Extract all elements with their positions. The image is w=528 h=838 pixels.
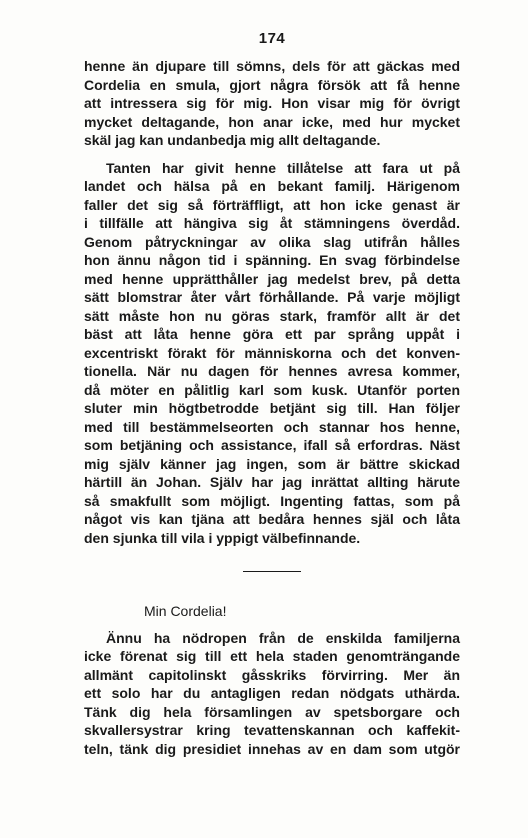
- text-line: icke förenat sig till ett hela staden genomträngande: [84, 648, 460, 664]
- text-line: skäl jag kan undanbedja mig allt deltagande.: [84, 132, 381, 148]
- paragraph-1: [84, 57, 460, 150]
- text-line: skvallersystrar kring tevattenskannan och kaffekit-: [84, 722, 460, 738]
- text-line: excentriskt förakt för människorna och det konven-: [84, 344, 460, 361]
- text-line: tionella. När nu dagen för hennes avresa kommer,: [84, 363, 460, 379]
- text-line: härtill än Johan. Själv har jag inrättat allting härute: [84, 474, 460, 490]
- text-line: med henne upprätthåller jag medelst brev, på detta: [84, 270, 460, 287]
- text-line: så smakfullt som möjligt. Ingenting fattas, som på: [84, 492, 460, 509]
- text-line: allmänt capitolinskt gåsskriks förvirring. Mer än: [84, 666, 460, 683]
- text-line: ett solo har du antagligen redan nödgats uthärda.: [84, 685, 460, 701]
- text-line: i tillfälle att hängiva sig åt stämningens överdåd.: [84, 215, 460, 231]
- text-line: henne än djupare till sömns, dels för att gäckas med: [84, 58, 460, 74]
- text-line: något vis kan tjäna att bedåra hennes själ och låta: [84, 511, 460, 527]
- section-divider: [243, 571, 301, 572]
- letter-salutation: Min Cordelia!: [144, 603, 227, 619]
- text-line: den sjunka till vila i yppigt välbefinnande.: [84, 529, 361, 546]
- text-line: teln, tänk dig presidiet innehas av en dam som utgör: [84, 740, 460, 757]
- text-line: bäst att låta henne göra ett par språng uppåt i: [84, 326, 460, 342]
- text-line: faller det sig så förträffligt, att hon icke genast är: [84, 196, 460, 213]
- text-line: sätt blomstrar åter vårt förhållande. På varje möjligt: [84, 289, 460, 305]
- text-line: sluter min högtbetrodde betjänt sig till. Han följer: [84, 400, 460, 416]
- text-line: Ännu ha nödropen från de enskilda familjerna: [106, 629, 460, 646]
- paragraph-2: [84, 159, 460, 548]
- text-line: landet och hälsa på en bekant familj. Härigenom: [84, 178, 460, 194]
- text-line: Genom påtryckningar av olika slag utifrån hålles: [84, 233, 460, 250]
- text-line: mig själv känner jag ingen, som är bättre skickad: [84, 455, 460, 472]
- text-line: Cordelia en smula, gjort några försök att få henne: [84, 76, 460, 93]
- text-line: då möter en pålitlig karl som kusk. Utanför porten: [84, 381, 460, 398]
- text-line: Tanten har givit henne tillåtelse att fara ut på: [106, 159, 460, 176]
- page-number: 174: [258, 30, 286, 47]
- text-line: med till bestämmelseorten och stannar hos henne,: [84, 418, 460, 435]
- text-line: sätt måste hon nu göras stark, framför allt är det: [84, 307, 460, 324]
- text-line: Tänk dig hela församlingen av spetsborgare och: [84, 703, 460, 720]
- text-line: som betjäning och assistance, ifall så erfordras. Näst: [84, 437, 460, 453]
- text-line: hon ännu någon tid i spänning. En svag förbindelse: [84, 252, 460, 268]
- text-line: mycket deltagande, hon anar icke, med hur mycket: [84, 113, 460, 130]
- paragraph-3: [84, 629, 460, 759]
- text-line: att intressera sig för mig. Hon visar mig för övrigt: [84, 95, 460, 111]
- book-page: [84, 30, 460, 758]
